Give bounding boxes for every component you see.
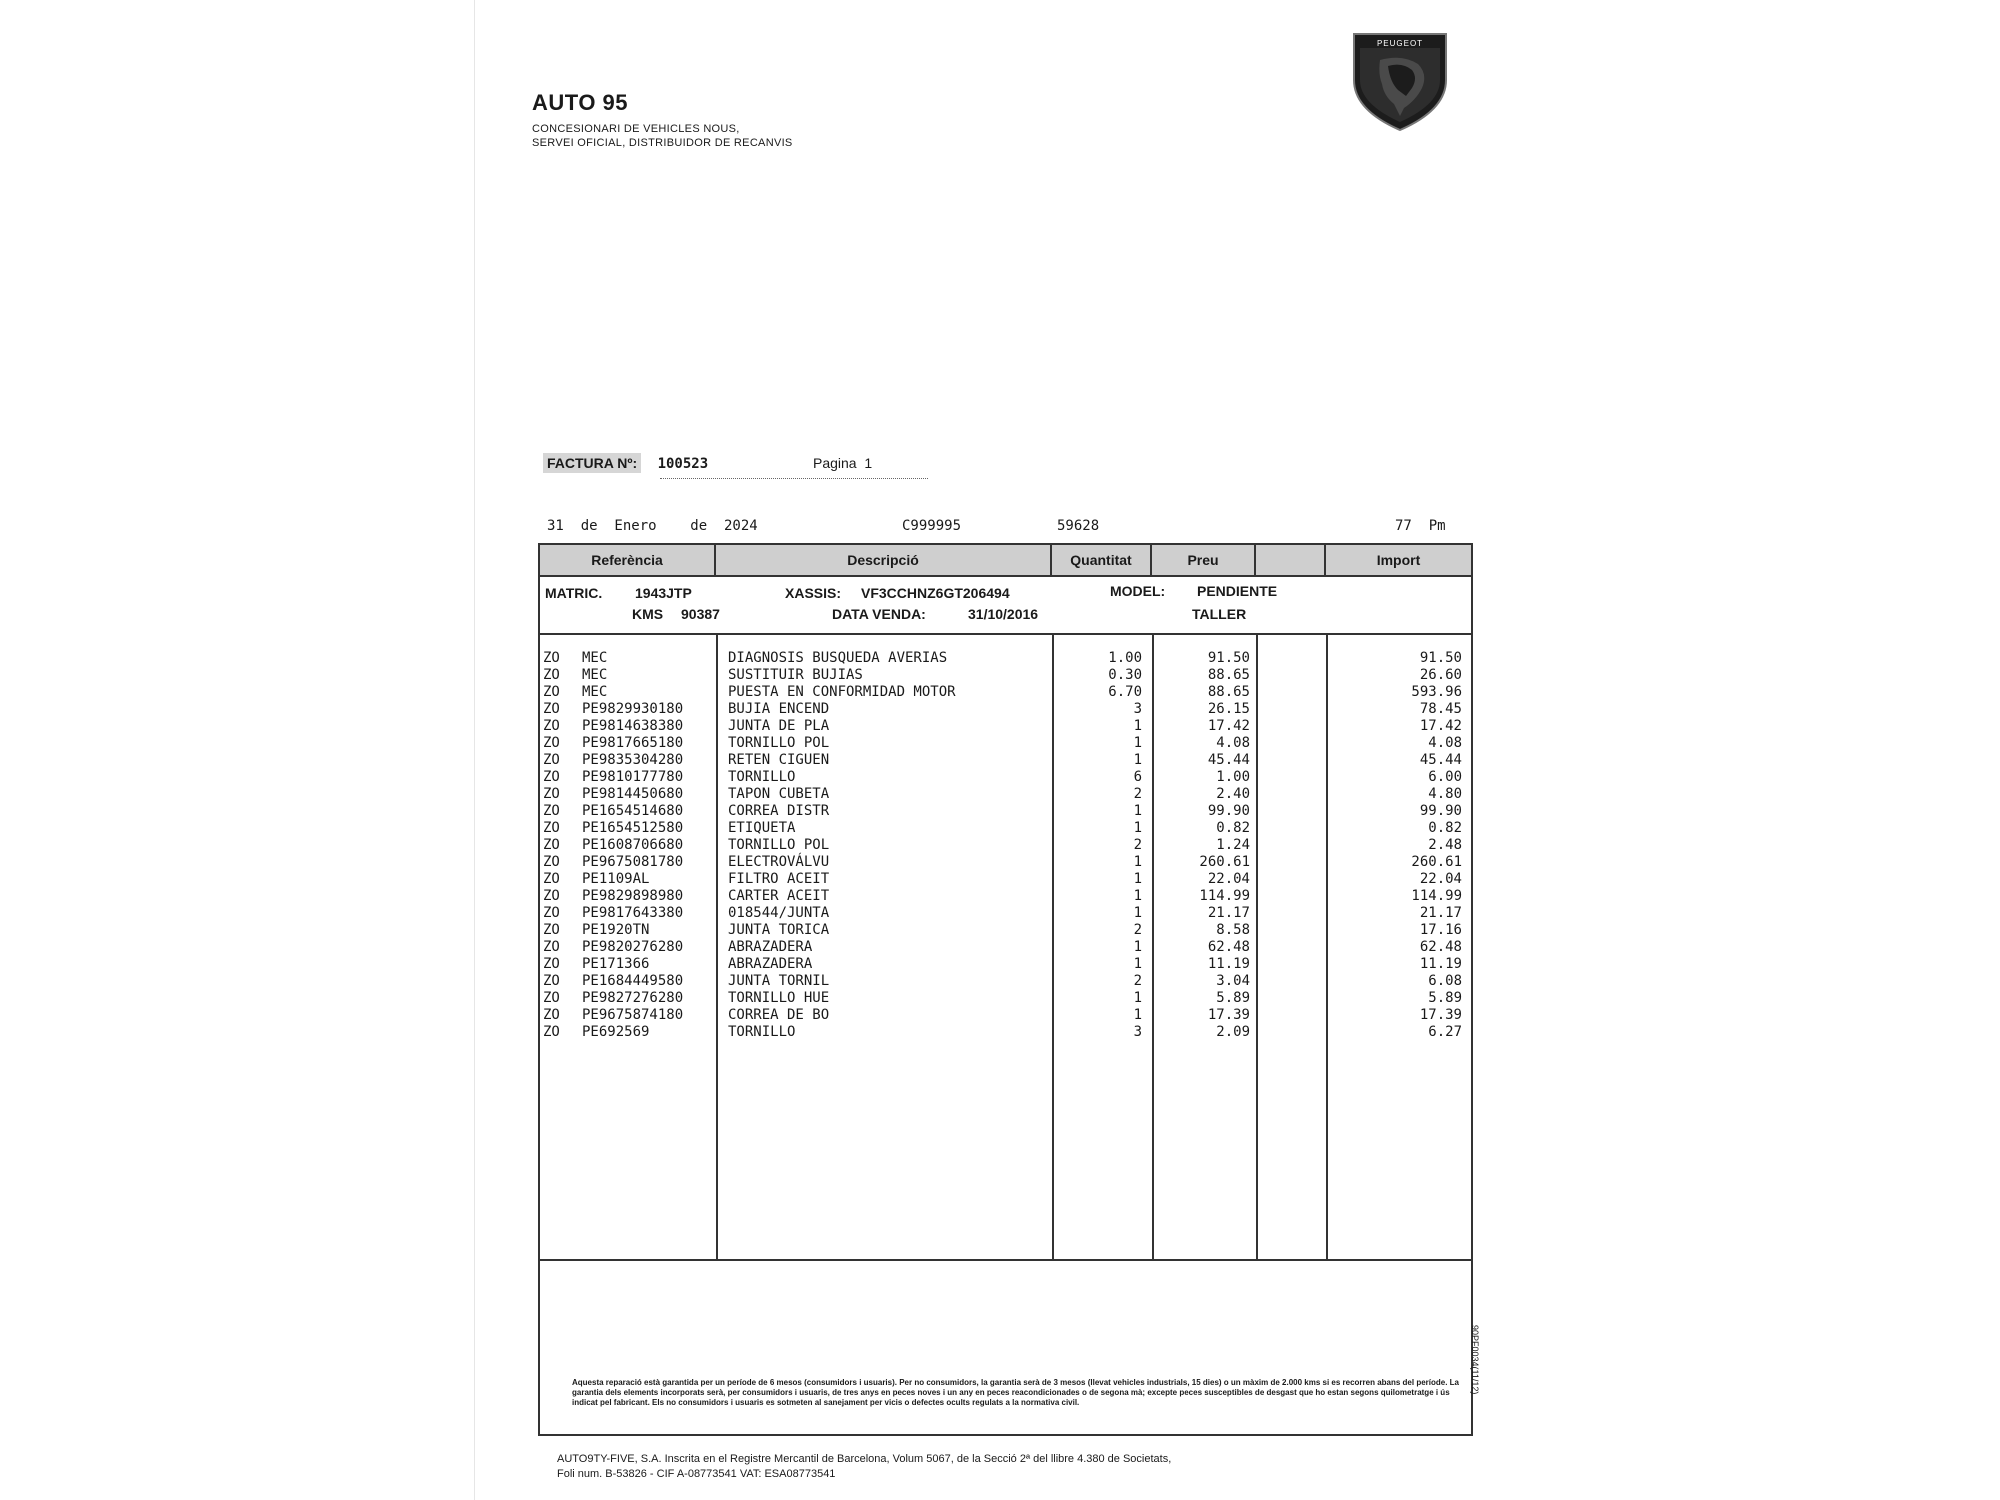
row-price: 99.90 — [1207, 803, 1250, 819]
row-quantity: 1 — [1133, 820, 1142, 836]
row-description: BUJIA ENCEND — [728, 701, 830, 717]
row-description: JUNTA TORICA — [728, 922, 830, 938]
company-name: AUTO 95 — [532, 90, 629, 115]
page-edge — [474, 0, 475, 1500]
row-amount: 6.27 — [1428, 1024, 1462, 1040]
row-reference: PE1109AL — [582, 871, 650, 887]
row-zone: ZO — [543, 871, 560, 887]
row-price: 45.44 — [1207, 752, 1250, 768]
row-quantity: 6 — [1133, 769, 1142, 785]
matric-label: MATRIC. — [545, 585, 603, 601]
warranty-terms: Aquesta reparació està garantida per un període de 6 mesos (consumidors i usuaris). Per no consumidors, la garantia serà de 3 mesos (llevat vehicles industrials, 15 dies) o un màxim de 2.000 kms si es recorren abans del període. La garantia dels elements incorporats serà, per consumidors i usuaris, de tres anys en peces noves i un any en peces reacondicionades o de segona mà; excepte peces susceptibles de desgast que ho estan segons quilometratge i ús indicat pel fabricant. Els no consumidors i usuaris es sotmeten al sanejament per vicis o defectes ocults regulats a la normativa civil. — [572, 1378, 1459, 1407]
row-price: 8.58 — [1216, 922, 1250, 938]
row-price: 2.40 — [1216, 786, 1250, 802]
row-description: FILTRO ACEIT — [728, 871, 830, 887]
row-price: 3.04 — [1216, 973, 1250, 989]
col-line-4 — [1256, 633, 1258, 1259]
row-reference: PE9827276280 — [582, 990, 684, 1006]
row-reference: PE9814450680 — [582, 786, 684, 802]
row-reference: PE9814638380 — [582, 718, 684, 734]
company-header — [532, 90, 793, 150]
row-amount: 4.80 — [1428, 786, 1462, 802]
row-price: 91.50 — [1207, 650, 1250, 666]
row-amount: 593.96 — [1411, 684, 1462, 700]
row-zone: ZO — [543, 650, 560, 666]
row-zone: ZO — [543, 1007, 560, 1023]
header-desc: Descripció — [716, 545, 1052, 575]
row-reference: PE9675874180 — [582, 1007, 684, 1023]
row-amount: 91.50 — [1419, 650, 1462, 666]
row-amount: 62.48 — [1419, 939, 1462, 955]
row-price: 26.15 — [1207, 701, 1250, 717]
row-amount: 21.17 — [1419, 905, 1462, 921]
time-stamp: 77 Pm — [1395, 518, 1446, 534]
row-reference: PE9829930180 — [582, 701, 684, 717]
row-quantity: 1 — [1133, 905, 1142, 921]
row-price: 21.17 — [1207, 905, 1250, 921]
page-label: Pagina — [813, 455, 857, 471]
venda-label: DATA VENDA: — [832, 606, 926, 622]
invoice-label: FACTURA Nº: — [543, 453, 641, 473]
row-reference: PE171366 — [582, 956, 650, 972]
row-quantity: 2 — [1133, 837, 1142, 853]
row-description: ABRAZADERA — [728, 956, 813, 972]
legal-line-2: Foli num. B-53826 - CIF A-08773541 VAT: ESA08773541 — [557, 1468, 836, 1480]
row-description: DIAGNOSIS BUSQUEDA AVERIAS — [728, 650, 948, 666]
row-price: 88.65 — [1207, 684, 1250, 700]
row-reference: PE9817643380 — [582, 905, 684, 921]
col-line-1 — [716, 633, 718, 1259]
row-amount: 78.45 — [1419, 701, 1462, 717]
row-amount: 17.39 — [1419, 1007, 1462, 1023]
header-import: Import — [1326, 545, 1471, 575]
row-quantity: 1.00 — [1108, 650, 1142, 666]
header-ref: Referència — [540, 545, 716, 575]
row-amount: 6.08 — [1428, 973, 1462, 989]
row-description: TORNILLO — [728, 769, 796, 785]
row-zone: ZO — [543, 786, 560, 802]
row-amount: 99.90 — [1419, 803, 1462, 819]
row-amount: 11.19 — [1419, 956, 1462, 972]
row-zone: ZO — [543, 990, 560, 1006]
venda-value: 31/10/2016 — [968, 606, 1039, 622]
row-price: 17.42 — [1207, 718, 1250, 734]
row-reference: MEC — [582, 667, 608, 683]
header-blank — [1256, 545, 1326, 575]
row-description: CARTER ACEIT — [728, 888, 830, 904]
col-line-5 — [1326, 633, 1328, 1259]
row-price: 114.99 — [1199, 888, 1250, 904]
row-zone: ZO — [543, 701, 560, 717]
row-amount: 6.00 — [1428, 769, 1462, 785]
legal-line-1: AUTO9TY-FIVE, S.A. Inscrita en el Registre Mercantil de Barcelona, Volum 5067, de la Secció 2ª del llibre 4.380 de Societats, — [557, 1453, 1172, 1465]
row-description: SUSTITUIR BUJIAS — [728, 667, 863, 683]
row-zone: ZO — [543, 939, 560, 955]
row-zone: ZO — [543, 1024, 560, 1040]
row-quantity: 1 — [1133, 939, 1142, 955]
row-amount: 5.89 — [1428, 990, 1462, 1006]
invoice-number: 100523 — [657, 456, 709, 472]
row-amount: 26.60 — [1419, 667, 1462, 683]
row-description: PUESTA EN CONFORMIDAD MOTOR — [728, 684, 956, 700]
row-reference: PE9675081780 — [582, 854, 684, 870]
row-price: 1.24 — [1216, 837, 1250, 853]
row-quantity: 1 — [1133, 990, 1142, 1006]
row-quantity: 6.70 — [1108, 684, 1142, 700]
row-amount: 2.48 — [1428, 837, 1462, 853]
invoice-date: 31 de Enero de 2024 — [547, 518, 758, 534]
row-reference: PE9820276280 — [582, 939, 684, 955]
model-label: MODEL: — [1110, 583, 1166, 599]
row-price: 88.65 — [1207, 667, 1250, 683]
row-reference: PE1684449580 — [582, 973, 684, 989]
row-quantity: 1 — [1133, 718, 1142, 734]
header-divider — [540, 575, 1471, 577]
row-quantity: 1 — [1133, 735, 1142, 751]
row-description: ELECTROVÁLVU — [728, 854, 830, 870]
row-price: 22.04 — [1207, 871, 1250, 887]
row-reference: MEC — [582, 684, 608, 700]
row-price: 4.08 — [1216, 735, 1250, 751]
legal-footer — [557, 1452, 1457, 1482]
kms-label: KMS — [632, 606, 664, 622]
row-quantity: 1 — [1133, 871, 1142, 887]
row-zone: ZO — [543, 854, 560, 870]
row-quantity: 1 — [1133, 803, 1142, 819]
header-price: Preu — [1152, 545, 1256, 575]
model-value: PENDIENTE — [1197, 583, 1278, 599]
row-zone: ZO — [543, 735, 560, 751]
row-description: CORREA DISTR — [728, 803, 830, 819]
row-quantity: 1 — [1133, 854, 1142, 870]
company-tagline-1: CONCESIONARI DE VEHICLES NOUS, — [532, 123, 740, 135]
row-description: ABRAZADERA — [728, 939, 813, 955]
row-zone: ZO — [543, 820, 560, 836]
matric-value: 1943JTP — [635, 585, 692, 601]
vehicle-divider — [540, 633, 1471, 635]
row-quantity: 0.30 — [1108, 667, 1142, 683]
row-zone: ZO — [543, 752, 560, 768]
row-quantity: 2 — [1133, 922, 1142, 938]
row-amount: 17.42 — [1419, 718, 1462, 734]
row-description: JUNTA DE PLA — [728, 718, 830, 734]
row-zone: ZO — [543, 888, 560, 904]
row-price: 11.19 — [1207, 956, 1250, 972]
row-reference: PE692569 — [582, 1024, 650, 1040]
invoice-underline — [660, 478, 928, 479]
row-price: 17.39 — [1207, 1007, 1250, 1023]
row-description: 018544/JUNTA — [728, 905, 830, 921]
company-tagline-2: SERVEI OFICIAL, DISTRIBUIDOR DE RECANVIS — [532, 137, 793, 149]
row-reference: PE9817665180 — [582, 735, 684, 751]
row-price: 62.48 — [1207, 939, 1250, 955]
row-price: 5.89 — [1216, 990, 1250, 1006]
row-quantity: 3 — [1133, 1024, 1142, 1040]
row-reference: PE9810177780 — [582, 769, 684, 785]
table-header — [540, 545, 1471, 575]
row-reference: PE9829898980 — [582, 888, 684, 904]
logo-text: PEUGEOT — [1376, 39, 1424, 48]
row-zone: ZO — [543, 973, 560, 989]
row-amount: 0.82 — [1428, 820, 1462, 836]
row-zone: ZO — [543, 905, 560, 921]
row-quantity: 1 — [1133, 956, 1142, 972]
row-zone: ZO — [543, 922, 560, 938]
row-amount: 260.61 — [1411, 854, 1462, 870]
row-quantity: 2 — [1133, 973, 1142, 989]
xassis-value: VF3CCHNZ6GT206494 — [861, 585, 1010, 601]
page-indicator — [813, 455, 872, 471]
row-description: RETEN CIGUEN — [728, 752, 830, 768]
row-zone: ZO — [543, 956, 560, 972]
row-zone: ZO — [543, 803, 560, 819]
row-reference: PE1608706680 — [582, 837, 684, 853]
row-price: 1.00 — [1216, 769, 1250, 785]
row-description: TORNILLO HUE — [728, 990, 830, 1006]
row-description: ETIQUETA — [728, 820, 796, 836]
row-description: TAPON CUBETA — [728, 786, 830, 802]
row-amount: 17.16 — [1419, 922, 1462, 938]
order-code: 59628 — [1057, 518, 1100, 534]
row-description: TORNILLO — [728, 1024, 796, 1040]
items-bottom-divider — [540, 1259, 1471, 1261]
row-amount: 22.04 — [1419, 871, 1462, 887]
row-description: TORNILLO POL — [728, 837, 830, 853]
row-description: TORNILLO POL — [728, 735, 830, 751]
row-zone: ZO — [543, 718, 560, 734]
invoice-number-block — [543, 455, 708, 472]
row-zone: ZO — [543, 684, 560, 700]
client-code: C999995 — [902, 518, 962, 534]
row-amount: 45.44 — [1419, 752, 1462, 768]
taller-value: TALLER — [1192, 606, 1247, 622]
row-quantity: 1 — [1133, 1007, 1142, 1023]
row-zone: ZO — [543, 837, 560, 853]
row-amount: 114.99 — [1411, 888, 1462, 904]
row-reference: PE9835304280 — [582, 752, 684, 768]
row-zone: ZO — [543, 667, 560, 683]
peugeot-lion-shield-logo — [1350, 30, 1450, 134]
row-description: JUNTA TORNIL — [728, 973, 830, 989]
xassis-label: XASSIS: — [785, 585, 842, 601]
page-number: 1 — [864, 455, 873, 471]
kms-value: 90387 — [681, 606, 720, 622]
row-price: 260.61 — [1199, 854, 1250, 870]
row-price: 0.82 — [1216, 820, 1250, 836]
row-price: 2.09 — [1216, 1024, 1250, 1040]
row-quantity: 1 — [1133, 752, 1142, 768]
header-qty: Quantitat — [1052, 545, 1152, 575]
row-reference: PE1654514680 — [582, 803, 684, 819]
form-code: 90PF0034(11/12) — [1470, 1325, 1480, 1395]
row-reference: MEC — [582, 650, 608, 666]
row-quantity: 3 — [1133, 701, 1142, 717]
row-description: CORREA DE BO — [728, 1007, 830, 1023]
row-quantity: 2 — [1133, 786, 1142, 802]
row-reference: PE1920TN — [582, 922, 650, 938]
row-amount: 4.08 — [1428, 735, 1462, 751]
row-zone: ZO — [543, 769, 560, 785]
row-quantity: 1 — [1133, 888, 1142, 904]
row-reference: PE1654512580 — [582, 820, 684, 836]
